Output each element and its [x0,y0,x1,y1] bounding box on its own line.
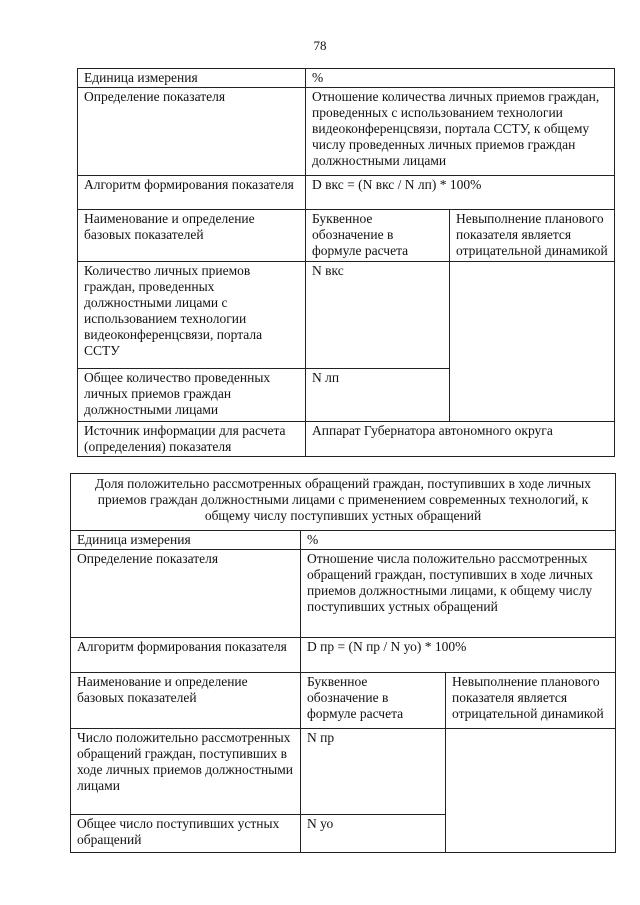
indicator-table-1 [77,68,615,457]
algorithm-label: Алгоритм формирования показателя [78,176,306,210]
dynamics-note: Невыполнение планового показателя является отрицательной динамикой [446,673,616,729]
source-value: Аппарат Губернатора автономного округа [306,422,615,457]
page-number: 78 [313,38,327,53]
base-indicator-name: Общее количество проведенных личных приемов граждан должностными лицами [78,369,306,422]
letter-designation-label: Буквенное обозначение в формуле расчета [301,673,446,729]
base-indicators-label: Наименование и определение базовых показателей [71,673,301,729]
letter-designation-label: Буквенное обозначение в формуле расчета [306,210,450,262]
base-indicators-label: Наименование и определение базовых показателей [78,210,306,262]
unit-label: Единица измерения [78,69,306,88]
indicator-table-2 [70,473,616,853]
unit-label: Единица измерения [71,531,301,550]
dynamics-note: Невыполнение планового показателя является отрицательной динамикой [450,210,615,262]
source-label: Источник информации для расчета (определения) показателя [78,422,306,457]
unit-value: % [301,531,616,550]
base-indicator-symbol: N пр [301,729,446,815]
base-indicator-symbol: N вкс [306,262,450,369]
base-indicator-name: Количество личных приемов граждан, проведенных должностными лицами с использованием технологии видеоконференцсвязи, портала ССТУ [78,262,306,369]
definition-label: Определение показателя [71,550,301,638]
definition-value: Отношение количества личных приемов граждан, проведенных с использованием технологии видеоконференцсвязи, портала ССТУ, к общему числу проведенных личных приемов граждан должностными лицами [306,88,615,176]
base-indicator-name: Число положительно рассмотренных обращений граждан, поступивших в ходе личных приемов должностными лицами [71,729,301,815]
unit-value: % [306,69,615,88]
algorithm-label: Алгоритм формирования показателя [71,638,301,673]
base-indicator-symbol: N уо [301,815,446,853]
definition-label: Определение показателя [78,88,306,176]
indicator-title: Доля положительно рассмотренных обращений граждан, поступивших в ходе личных приемов граждан должностными лицами с применением современных технологий, к общему числу поступивших устных обращений [71,474,616,531]
dynamics-note-continued [450,262,615,422]
dynamics-note-continued [446,729,616,853]
algorithm-value: D вкс = (N вкс / N лп) * 100% [306,176,615,210]
algorithm-value: D пр = (N пр / N уо) * 100% [301,638,616,673]
base-indicator-symbol: N лп [306,369,450,422]
base-indicator-name: Общее число поступивших устных обращений [71,815,301,853]
definition-value: Отношение числа положительно рассмотренных обращений граждан, поступивших в ходе личных приемов должностными лицами, к общему числу поступивших устных обращений [301,550,616,638]
